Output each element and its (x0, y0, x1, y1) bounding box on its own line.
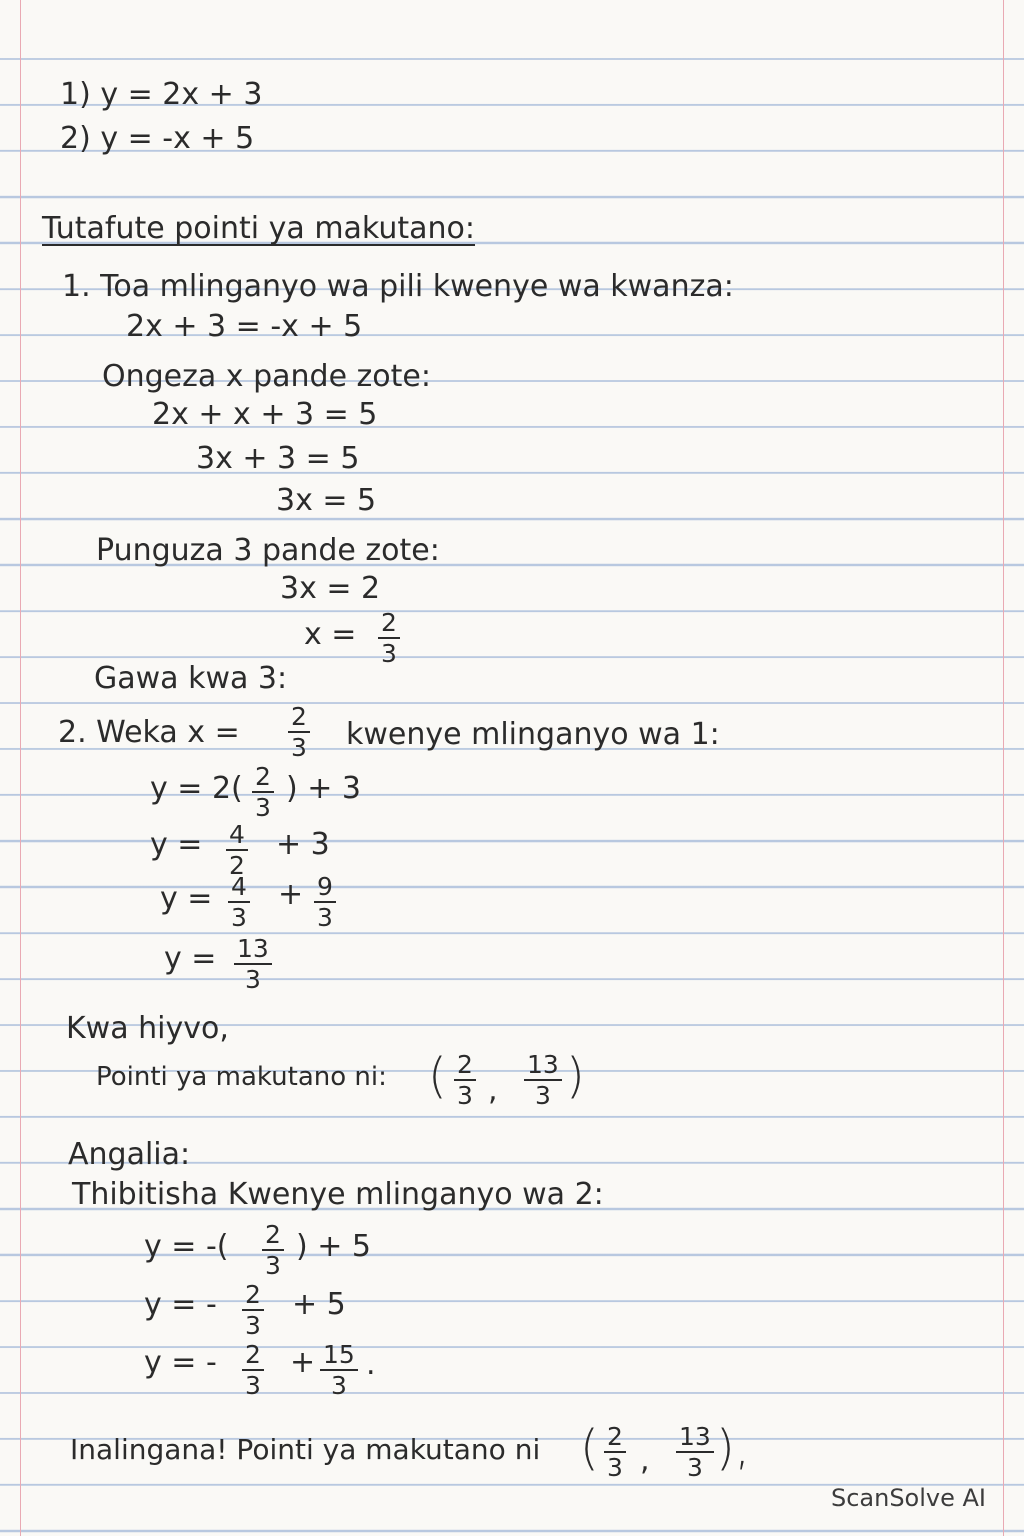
fraction-numerator: 9 (314, 874, 336, 903)
final-open-paren: ( (580, 1420, 599, 1476)
check-row3-plus: + (290, 1345, 316, 1380)
fraction-numerator: 2 (288, 704, 310, 733)
step1-note-sub: Punguza 3 pande zote: (96, 533, 440, 568)
step1-line1: 2x + 3 = -x + 5 (126, 309, 363, 344)
check-row1-start: y = -( (144, 1229, 229, 1264)
step2-row2-start: y = (150, 827, 203, 862)
step2-row3-fraction-a (228, 874, 250, 930)
step1-line2: 2x + x + 3 = 5 (152, 397, 378, 432)
conclusion-x-fraction (454, 1052, 476, 1108)
fraction-numerator: 13 (524, 1052, 562, 1081)
step1-line5: 3x = 2 (280, 571, 381, 606)
conclusion-open-paren: ( (428, 1048, 447, 1104)
step2-row2-fraction (226, 822, 248, 878)
check-row3-fraction-b (320, 1342, 358, 1398)
step1-note-div: Gawa kwa 3: (94, 661, 288, 696)
final-x-fraction (604, 1424, 626, 1480)
fraction-denominator: 3 (245, 1371, 261, 1400)
fraction-denominator: 3 (330, 1371, 347, 1400)
fraction-denominator: 3 (607, 1453, 623, 1482)
step2-row4-fraction (234, 936, 272, 992)
fraction-numerator: 13 (676, 1424, 714, 1453)
notebook-margin-line-left (20, 0, 21, 1536)
fraction-denominator: 3 (245, 1311, 261, 1340)
step1-line6-fraction (378, 610, 400, 666)
step2-row3-fraction-b (314, 874, 336, 930)
step2-row3-start: y = (160, 881, 213, 916)
brand-watermark: ScanSolve AI (830, 1484, 986, 1512)
check-row2-start: y = - (144, 1287, 217, 1322)
section-heading: Tutafute pointi ya makutano: (42, 211, 476, 246)
fraction-denominator: 3 (244, 965, 261, 994)
conclusion-y-fraction (524, 1052, 562, 1108)
fraction-numerator: 2 (604, 1424, 626, 1453)
conclusion-comma: , (488, 1073, 498, 1108)
fraction-denominator: 3 (291, 733, 307, 762)
conclusion-text: Pointi ya makutano ni: (96, 1062, 387, 1092)
step2-row1-end: ) + 3 (286, 771, 361, 806)
step1-line4: 3x = 5 (276, 483, 377, 518)
fraction-numerator: 15 (320, 1342, 358, 1371)
conclusion-close-paren: ) (566, 1048, 585, 1104)
fraction-denominator: 3 (457, 1081, 473, 1110)
step2-row4-start: y = (164, 941, 217, 976)
fraction-numerator: 2 (454, 1052, 476, 1081)
fraction-denominator: 3 (381, 639, 397, 668)
fraction-denominator: 3 (686, 1453, 703, 1482)
fraction-numerator: 2 (252, 764, 274, 793)
fraction-numerator: 4 (226, 822, 248, 851)
step2-row2-end: + 3 (276, 827, 330, 862)
fraction-denominator: 2 (229, 851, 245, 880)
final-text: Inalingana! Pointi ya makutano ni (70, 1433, 541, 1466)
step1-note-add: Ongeza x pande zote: (102, 359, 431, 394)
check-row3-start: y = - (144, 1345, 217, 1380)
fraction-numerator: 4 (228, 874, 250, 903)
final-y-fraction (676, 1424, 714, 1480)
step1-title: 1. Toa mlinganyo wa pili kwenye wa kwanza: (62, 269, 734, 304)
fraction-numerator: 13 (234, 936, 272, 965)
fraction-denominator: 3 (317, 903, 333, 932)
fraction-denominator: 3 (231, 903, 247, 932)
final-comma: , (640, 1443, 650, 1478)
notebook-margin-line-right (1003, 0, 1004, 1536)
fraction-numerator: 2 (242, 1342, 264, 1371)
check-row1-fraction (262, 1222, 284, 1278)
fraction-denominator: 3 (534, 1081, 551, 1110)
step2-title-end: kwenye mlinganyo wa 1: (346, 717, 720, 752)
step1-line3: 3x + 3 = 5 (196, 441, 360, 476)
step2-row1-start: y = 2( (150, 771, 243, 806)
step1-line6-lhs: x = (304, 617, 357, 652)
equation-2: 2) y = -x + 5 (60, 121, 255, 156)
step2-row1-fraction (252, 764, 274, 820)
check-heading: Angalia: (68, 1137, 191, 1172)
check-row2-end: + 5 (292, 1287, 346, 1322)
step2-title-start: 2. Weka x = (58, 715, 240, 750)
fraction-numerator: 2 (262, 1222, 284, 1251)
step2-row3-plus: + (278, 877, 304, 912)
check-row2-fraction (242, 1282, 264, 1338)
final-close-paren: ), (716, 1420, 750, 1476)
conclusion-intro: Kwa hiyvo, (66, 1011, 229, 1046)
fraction-denominator: 3 (265, 1251, 281, 1280)
check-row1-end: ) + 5 (296, 1229, 371, 1264)
check-row3-dot: . (366, 1347, 376, 1382)
check-subtitle: Thibitisha Kwenye mlinganyo wa 2: (72, 1177, 604, 1212)
check-row3-fraction-a (242, 1342, 264, 1398)
step2-title-fraction (288, 704, 310, 760)
fraction-numerator: 2 (242, 1282, 264, 1311)
fraction-denominator: 3 (255, 793, 271, 822)
equation-1: 1) y = 2x + 3 (60, 77, 263, 112)
fraction-numerator: 2 (378, 610, 400, 639)
